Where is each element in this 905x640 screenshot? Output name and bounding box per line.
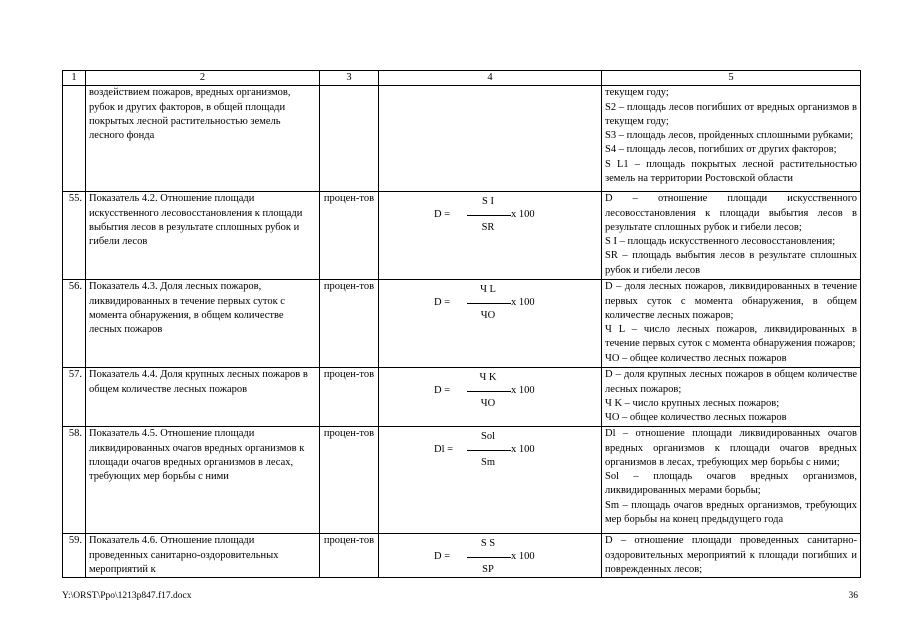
table-row	[63, 86, 861, 192]
description-line: SR – площадь выбытия лесов в результате сплошных рубок и гибели лесов	[605, 250, 857, 276]
description-line: D – отношение площади искусственного лесовосстановления к площади выбытия лесов в результате сплошных рубок и гибели лесов;	[605, 193, 857, 233]
formula-numerator: S S	[480, 538, 496, 550]
formula-multiplier: x 100	[511, 297, 535, 309]
fraction-bar	[467, 391, 511, 392]
formula-denominator: Sm	[480, 457, 495, 469]
formula-multiplier: x 100	[511, 551, 535, 563]
formula-multiplier: x 100	[511, 209, 535, 221]
table-row	[63, 427, 861, 534]
formula-cell	[379, 192, 602, 280]
formula	[379, 371, 601, 411]
header-cell-3: 3	[320, 71, 379, 86]
description-line: D – доля крупных лесных пожаров в общем количестве лесных пожаров;	[605, 369, 857, 395]
formula-cell	[379, 368, 602, 427]
description-line: ЧO – общее количество лесных пожаров	[605, 412, 787, 424]
indicator-name: Показатель 4.3. Доля лесных пожаров, ликвидированных в течение первых суток с момента обнаружения, в общем количестве лесных пожаров	[86, 280, 320, 368]
formula-cell	[379, 534, 602, 578]
description-cell	[602, 534, 861, 578]
description-cell	[602, 86, 861, 192]
table-row	[63, 534, 861, 578]
description-line: S I – площадь искусственного лесовосстановления;	[605, 236, 836, 248]
unit-cell: процен-тов	[320, 427, 379, 534]
description-line: ЧO – общее количество лесных пожаров	[605, 352, 787, 364]
formula-cell	[379, 427, 602, 534]
formula-lhs: D =	[434, 551, 451, 563]
table-row	[63, 192, 861, 280]
header-row	[63, 71, 861, 86]
description-line: Sol – площадь очагов вредных организмов, ликвидированных мерами борьбы;	[605, 471, 857, 497]
formula-lhs: D =	[434, 385, 451, 397]
formula-cell	[379, 280, 602, 368]
formula-numerator: Sol	[480, 431, 495, 443]
indicator-name: воздействием пожаров, вредных организмов, рубок и других факторов, в общей площади покрытых лесной растительностью земель лесного фонда	[86, 86, 320, 192]
file-path: Y:\ORST\Ppo\1213p847.f17.docx	[62, 591, 192, 601]
indicator-name: Показатель 4.4. Доля крупных лесных пожаров в общем количестве лесных пожаров	[86, 368, 320, 427]
formula	[379, 283, 601, 323]
description-line: Ч L – число лесных пожаров, ликвидированных в течение первых суток с момента обнаружения пожаров;	[605, 324, 857, 350]
formula-denominator: ЧO	[480, 310, 496, 322]
unit-cell: процен-тов	[320, 534, 379, 578]
unit-cell	[320, 86, 379, 192]
description-line: S L1 – площадь покрытых лесной растительностью земель на территории Ростовской области	[605, 158, 857, 185]
unit-cell: процен-тов	[320, 368, 379, 427]
formula	[379, 430, 601, 470]
header-cell-1: 1	[63, 71, 86, 86]
fraction-bar	[467, 450, 511, 451]
indicator-name: Показатель 4.6. Отношение площади проведенных санитарно-оздоровительных мероприятий к	[86, 534, 320, 578]
formula-cell	[379, 86, 602, 192]
description-cell	[602, 280, 861, 368]
formula-lhs: Dl =	[434, 444, 454, 456]
table-row	[63, 280, 861, 368]
formula-denominator: ЧO	[480, 398, 496, 410]
description-cell	[602, 192, 861, 280]
formula-numerator: Ч L	[480, 284, 496, 296]
formula-denominator: SP	[482, 564, 494, 576]
formula	[379, 537, 601, 577]
description-line: D – отношение площади проведенных санитарно-оздоровительных мероприятий к площади погибших и поврежденных лесов;	[605, 535, 857, 575]
description-line: Dl – отношение площади ликвидированных очагов вредных организмов к площади очагов вредных организмов в лесах, требующих мер борьбы с ними;	[605, 428, 857, 468]
fraction-bar	[467, 557, 511, 558]
row-number: 55.	[63, 192, 86, 280]
header-cell-2: 2	[86, 71, 320, 86]
header-cell-5: 5	[602, 71, 861, 86]
indicators-table	[62, 70, 861, 578]
row-number: 56.	[63, 280, 86, 368]
unit-cell: процен-тов	[320, 192, 379, 280]
description-line: S2 – площадь лесов погибших от вредных организмов в текущем году;	[605, 101, 857, 127]
formula-numerator: Ч K	[479, 372, 497, 384]
description-cell	[602, 368, 861, 427]
unit-cell: процен-тов	[320, 280, 379, 368]
description-line: Sm – площадь очагов вредных организмов, требующих мер борьбы на конец предыдущего года	[605, 499, 857, 526]
row-number: 57.	[63, 368, 86, 427]
row-number: 58.	[63, 427, 86, 534]
formula-multiplier: x 100	[511, 444, 535, 456]
formula-multiplier: x 100	[511, 385, 535, 397]
description-cell	[602, 427, 861, 534]
page-number: 36	[848, 591, 858, 601]
formula-denominator: SR	[481, 222, 495, 234]
header-cell-4: 4	[379, 71, 602, 86]
description-line: Ч K – число крупных лесных пожаров;	[605, 397, 780, 409]
description-line: S4 – площадь лесов, погибших от других факторов;	[605, 144, 837, 156]
table-row	[63, 368, 861, 427]
indicator-name: Показатель 4.2. Отношение площади искусственного лесовосстановления к площади выбытия лесов в результате сплошных рубок и гибели лесов	[86, 192, 320, 280]
fraction-bar	[467, 215, 511, 216]
formula	[379, 195, 601, 235]
fraction-bar	[467, 303, 511, 304]
formula-lhs: D =	[434, 297, 451, 309]
row-number	[63, 86, 86, 192]
description-line: D – доля лесных пожаров, ликвидированных в течение первых суток с момента обнаружения, в общем количестве лесных пожаров;	[605, 281, 857, 321]
indicator-name: Показатель 4.5. Отношение площади ликвидированных очагов вредных организмов к площади очагов вредных организмов в лесах, требующих мер борьбы с ними	[86, 427, 320, 534]
formula-numerator: S I	[482, 196, 494, 208]
formula-lhs: D =	[434, 209, 451, 221]
description-line: текущем году;	[605, 87, 669, 99]
description-line: S3 – площадь лесов, пройденных сплошными рубками;	[605, 130, 854, 142]
row-number: 59.	[63, 534, 86, 578]
